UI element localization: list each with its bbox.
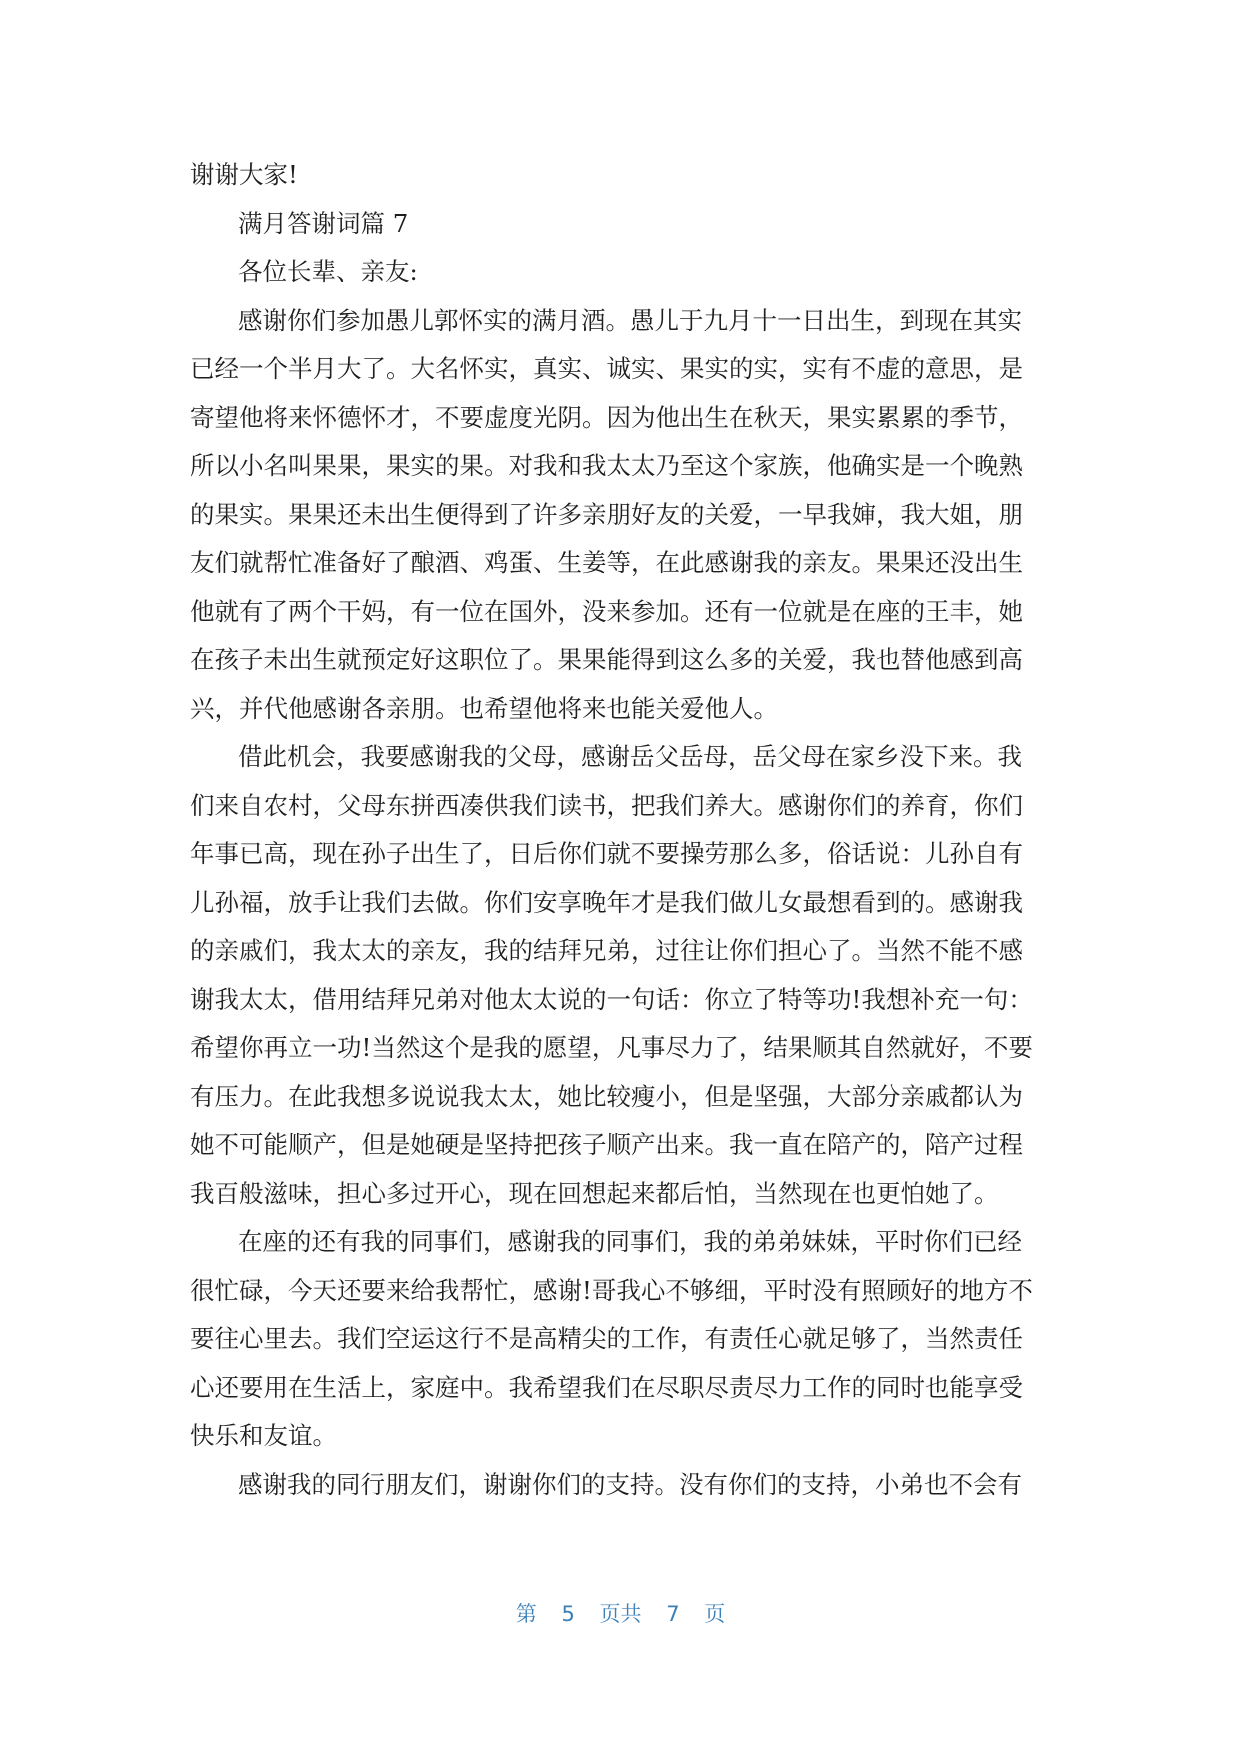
- text-line: 在孩子未出生就预定好这职位了。果果能得到这么多的关爱，我也替他感到高: [190, 645, 1023, 674]
- text-line: 年事已高，现在孙子出生了，日后你们就不要操劳那么多，俗话说：儿孙自有: [190, 839, 1023, 868]
- text-line: 她不可能顺产，但是她硬是坚持把孩子顺产出来。我一直在陪产的，陪产过程: [190, 1130, 1023, 1159]
- text-line: 寄望他将来怀德怀才，不要虚度光阴。因为他出生在秋天，果实累累的季节，: [190, 402, 1023, 432]
- page-footer: [0, 1598, 1241, 1628]
- footer-label-of: 页共: [599, 1602, 642, 1626]
- salutation: 各位长辈、亲友:: [238, 257, 418, 286]
- text-line: 感谢我的同行朋友们，谢谢你们的支持。没有你们的支持，小弟也不会有: [238, 1469, 1022, 1499]
- footer-label-page: 第: [515, 1602, 537, 1626]
- text-line: 他就有了两个干妈，有一位在国外，没来参加。还有一位就是在座的王丰，她: [190, 596, 1023, 626]
- text-line: 有压力。在此我想多说说我太太，她比较瘦小，但是坚强，大部分亲戚都认为: [190, 1081, 1023, 1111]
- text-line: 要往心里去。我们空运这行不是高精尖的工作，有责任心就足够了，当然责任: [190, 1324, 1023, 1353]
- footer-current-page: 5: [561, 1602, 575, 1626]
- text-line: 在座的还有我的同事们，感谢我的同事们，我的弟弟妹妹，平时你们已经: [238, 1227, 1022, 1256]
- document-body: [190, 151, 1050, 1509]
- text-line: 兴，并代他感谢各亲朋。也希望他将来也能关爱他人。: [190, 693, 778, 723]
- text-line: 们来自农村，父母东拼西凑供我们读书，把我们养大。感谢你们的养育，你们: [190, 790, 1023, 820]
- footer-total-pages: 7: [666, 1602, 680, 1626]
- text-line: 借此机会，我要感谢我的父母，感谢岳父岳母，岳父母在家乡没下来。我: [238, 742, 1022, 771]
- text-line: 友们就帮忙准备好了酿酒、鸡蛋、生姜等，在此感谢我的亲友。果果还没出生: [190, 548, 1023, 577]
- text-line: 快乐和友谊。: [190, 1421, 337, 1450]
- text-line: 儿孙福，放手让我们去做。你们安享晚年才是我们做儿女最想看到的。感谢我: [190, 887, 1023, 917]
- text-line: 谢我太太，借用结拜兄弟对他太太说的一句话：你立了特等功!我想补充一句：: [190, 984, 1033, 1014]
- text-line: 心还要用在生活上，家庭中。我希望我们在尽职尽责尽力工作的同时也能享受: [190, 1372, 1023, 1402]
- text-line: 我百般滋味，担心多过开心，现在回想起来都后怕，当然现在也更怕她了。: [190, 1178, 999, 1208]
- footer-label-pages: 页: [704, 1602, 726, 1626]
- text-line: 感谢你们参加愚儿郭怀实的满月酒。愚儿于九月十一日出生，到现在其实: [238, 305, 1022, 335]
- text-line: 很忙碌，今天还要来给我帮忙，感谢!哥我心不够细，平时没有照顾好的地方不: [190, 1275, 1033, 1305]
- text-line: 所以小名叫果果，果实的果。对我和我太太乃至这个家族，他确实是一个晚熟: [190, 451, 1023, 480]
- text-line: 已经一个半月大了。大名怀实，真实、诚实、果实的实，实有不虚的意思，是: [190, 354, 1023, 383]
- text-line: 的亲戚们，我太太的亲友，我的结拜兄弟，过往让你们担心了。当然不能不感: [190, 936, 1023, 965]
- section-title: 满月答谢词篇 7: [238, 208, 409, 238]
- text-line: 谢谢大家!: [190, 160, 298, 189]
- text-line: 希望你再立一功!当然这个是我的愿望，凡事尽力了，结果顺其自然就好，不要: [190, 1033, 1033, 1062]
- text-line: 的果实。果果还未出生便得到了许多亲朋好友的关爱，一早我婶，我大姐，朋: [190, 499, 1023, 529]
